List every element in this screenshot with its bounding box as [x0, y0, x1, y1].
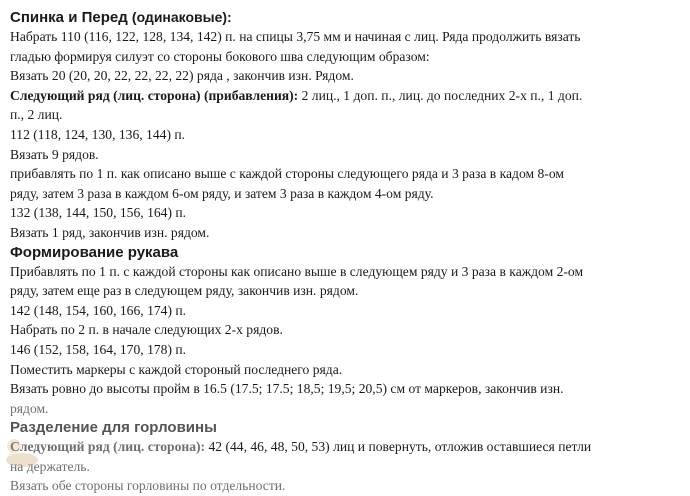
text-line: Вязать ровно до высоты пройм в 16.5 (17.5; 17.5; 18,5; 19,5; 20,5) см от маркеров, закончив изн.: [10, 381, 564, 397]
stitch-count-line: 146 (152, 158, 164, 170, 178) п.: [10, 341, 187, 357]
increase-row-label: Следующий ряд (лиц. сторона) (прибавления):: [10, 87, 299, 103]
watermark-figure-icon: [0, 434, 46, 464]
neckline-row-label: Следующий ряд (лиц. сторона):: [10, 439, 206, 455]
text-line: прибавлять по 1 п. как описано выше с каждой стороны следующего ряда и 3 раза в кадом 8-ом: [10, 166, 564, 182]
text-line: рядом.: [10, 400, 49, 416]
increase-row-line: [10, 86, 682, 106]
stitch-count-line: 112 (118, 124, 130, 136, 144) п.: [10, 126, 186, 142]
text-line: Поместить маркеры с каждой стороный последнего ряда.: [10, 361, 343, 377]
heading-text: Спинка и Перед: [10, 9, 128, 26]
increase-row-text: 2 лиц., 1 доп. п., лиц. до последних 2-х п., 1 доп.: [298, 87, 583, 103]
section-heading-back-front: [10, 8, 682, 27]
section-heading-sleeve: Формирование рукава: [10, 243, 179, 261]
text-line: Вязать обе стороны горловины по отдельности.: [10, 478, 286, 494]
stitch-count-line: 132 (138, 144, 150, 156, 164) п.: [10, 205, 187, 221]
text-line: на держатель.: [10, 458, 90, 474]
section-heading-neckline: Разделение для горловины: [10, 419, 217, 437]
text-line: гладью формируя силуэт со стороны бокового шва следующим образом:: [10, 48, 430, 64]
neckline-row-line: [10, 437, 682, 457]
text-line: Вязать 1 ряд, закончив изн. рядом.: [10, 224, 210, 240]
text-line: ряду, затем еще раз в следующем ряду, закончив изн. рядом.: [10, 283, 359, 299]
text-line: Набрать по 2 п. в начале следующих 2-х рядов.: [10, 322, 283, 338]
text-line: Вязать 20 (20, 20, 22, 22, 22, 22) ряда , закончив изн. Рядом.: [10, 68, 354, 84]
text-line: п., 2 лиц.: [10, 107, 63, 123]
heading-subtext: (одинаковые):: [131, 9, 232, 25]
text-line: Прибавлять по 1 п. с каждой стороны как описано выше в следующем ряду и 3 раза в каждом 2-ом: [10, 263, 584, 279]
neckline-row-text: 42 (44, 46, 48, 50, 53) лиц и повернуть, отложив оставшиеся петли: [205, 439, 592, 455]
text-line: Вязать 9 рядов.: [10, 146, 99, 162]
text-line: Набрать 110 (116, 122, 128, 134, 142) п. на спицы 3,75 мм и начиная с лиц. Ряда продолжить вязать: [10, 29, 581, 44]
text-line: ряду, затем 3 раза в каждом 6-ом ряду, и затем 3 раза в каждом 4-ом ряду.: [10, 185, 434, 201]
stitch-count-line: 142 (148, 154, 160, 166, 174) п.: [10, 302, 187, 318]
